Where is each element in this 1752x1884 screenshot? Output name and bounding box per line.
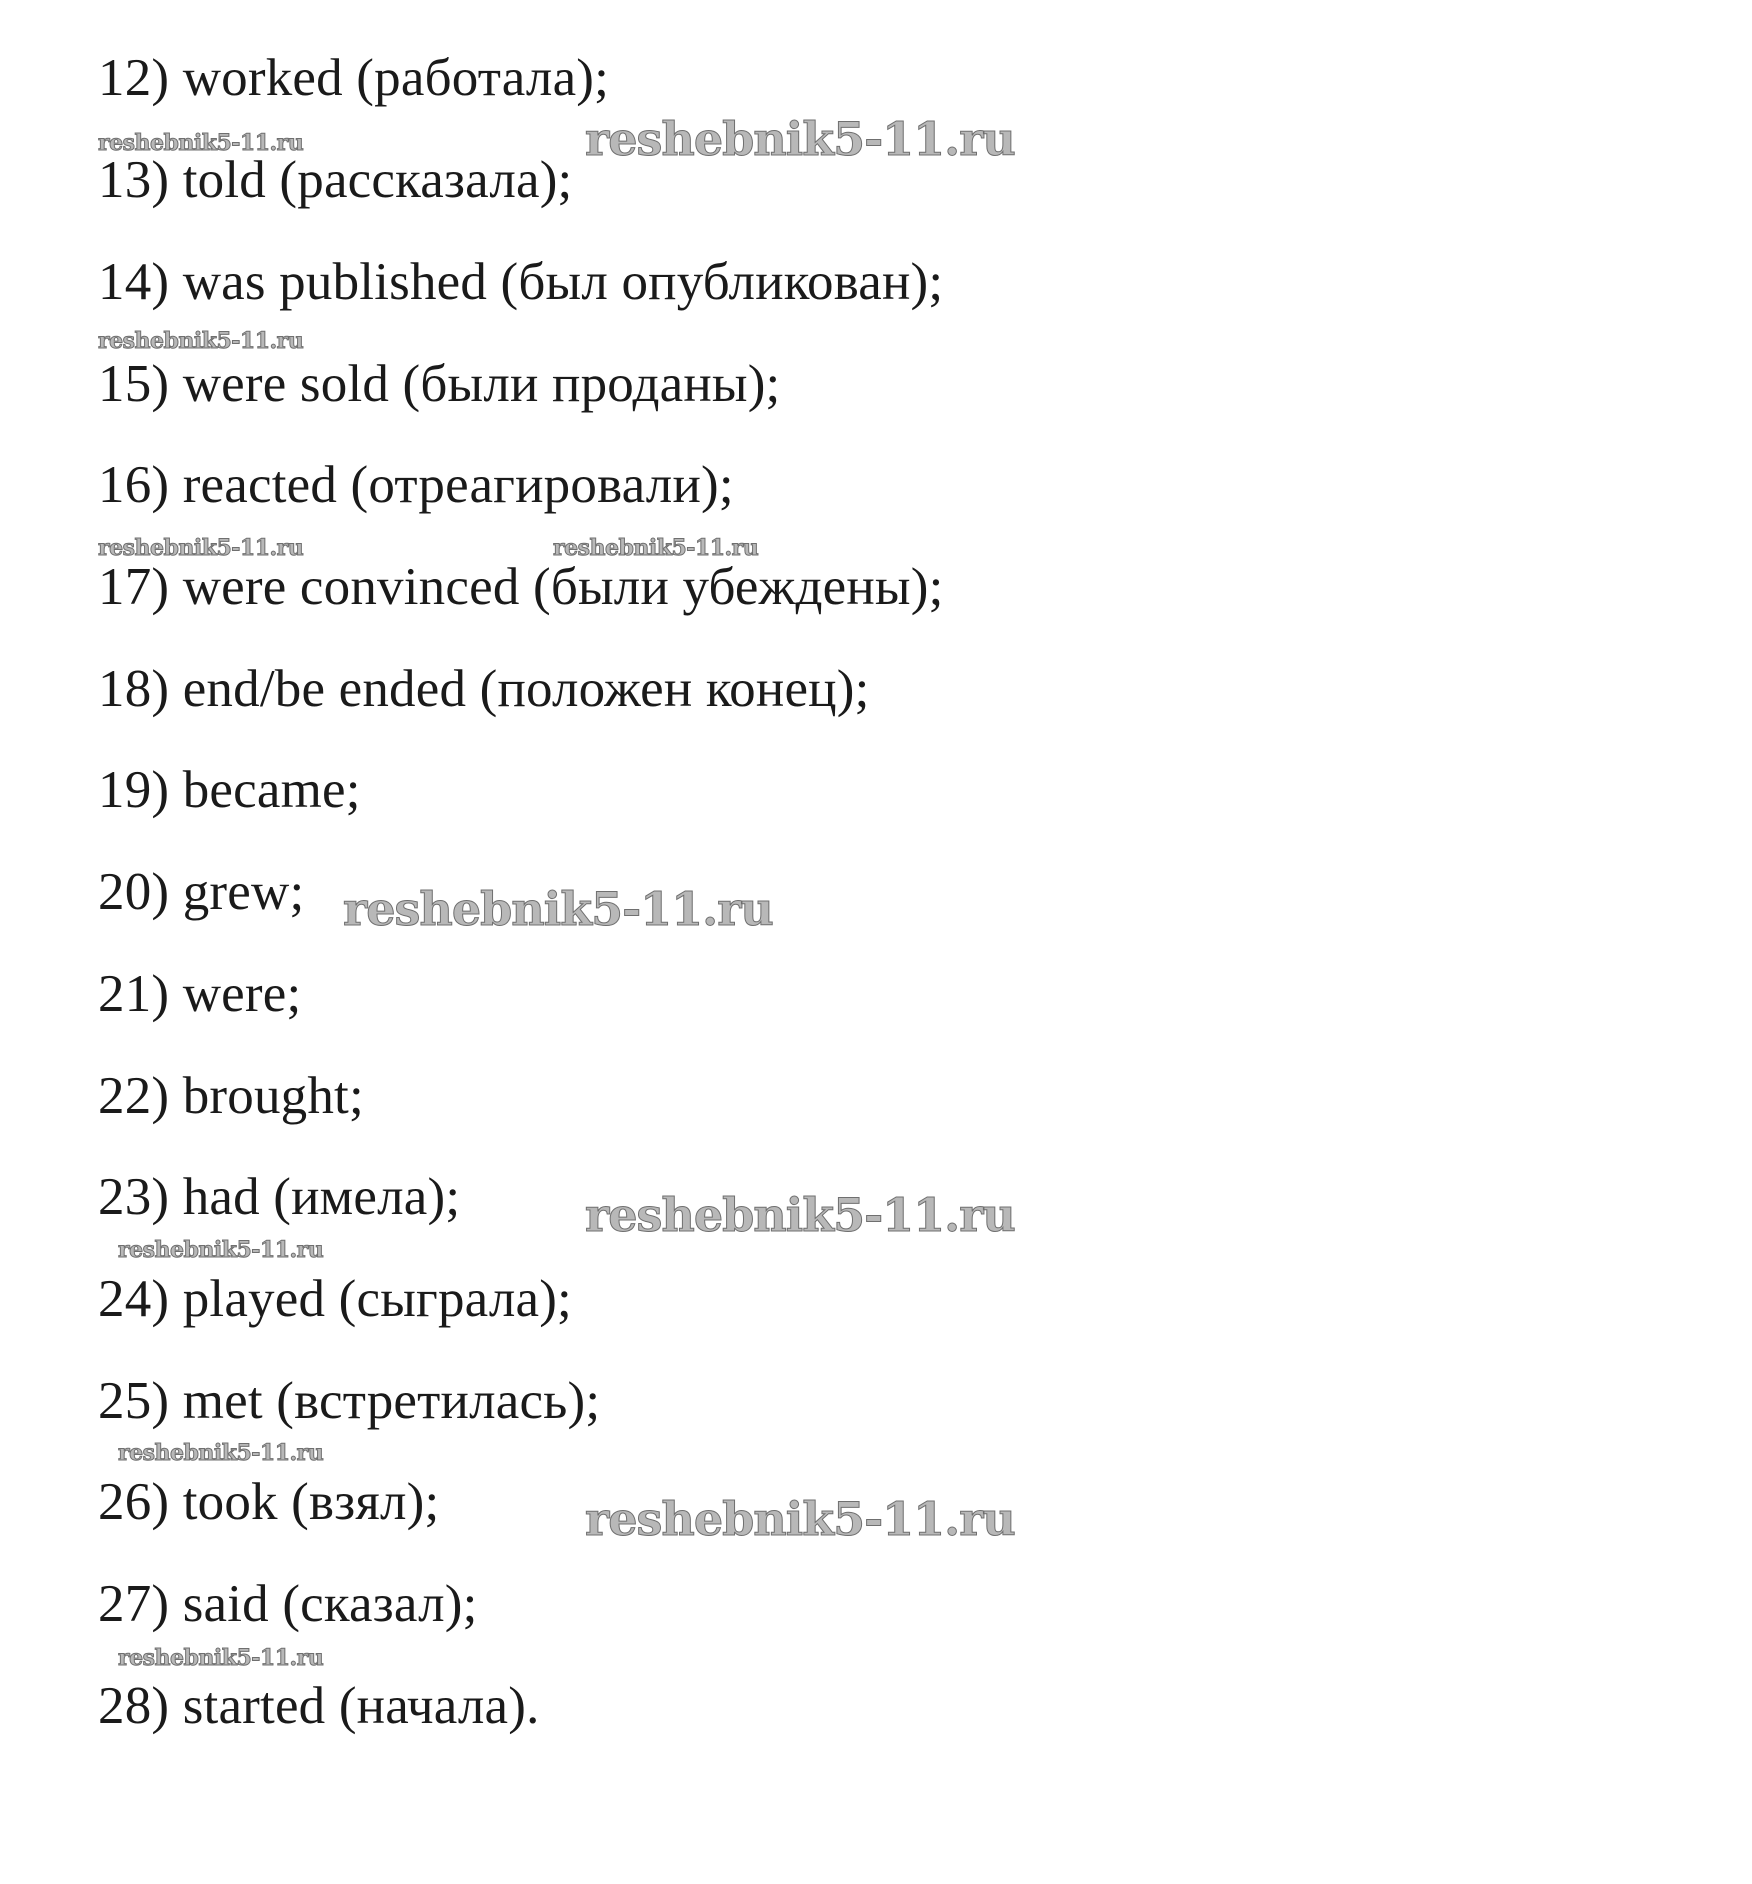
- watermark-text: reshebnik5-11.ru: [118, 1645, 324, 1671]
- answer-item-26: 26) took (взял);: [98, 1473, 440, 1531]
- watermark-text: reshebnik5-11.ru: [553, 535, 759, 561]
- answer-item-23: 23) had (имела);: [98, 1168, 461, 1226]
- watermark-text: reshebnik5-11.ru: [98, 328, 304, 354]
- answer-item-27: 27) said (сказал);: [98, 1575, 478, 1633]
- answer-item-24: 24) played (сыграла);: [98, 1270, 572, 1328]
- answer-item-28: 28) started (начала).: [98, 1677, 540, 1735]
- watermark-text: reshebnik5-11.ru: [585, 1492, 1015, 1546]
- answer-item-17: 17) were convinced (были убеждены);: [98, 558, 944, 616]
- answer-item-13: 13) told (рассказала);: [98, 151, 573, 209]
- watermark-text: reshebnik5-11.ru: [118, 1440, 324, 1466]
- watermark-text: reshebnik5-11.ru: [118, 1237, 324, 1263]
- answer-item-18: 18) end/be ended (положен конец);: [98, 660, 870, 718]
- answer-item-16: 16) reacted (отреагировали);: [98, 456, 734, 514]
- watermark-text: reshebnik5-11.ru: [585, 1188, 1015, 1242]
- answer-item-19: 19) became;: [98, 761, 361, 819]
- answer-item-14: 14) was published (был опубликован);: [98, 253, 944, 311]
- watermark-text: reshebnik5-11.ru: [343, 882, 773, 936]
- answer-item-12: 12) worked (работала);: [98, 49, 610, 107]
- watermark-text: reshebnik5-11.ru: [585, 112, 1015, 166]
- answer-item-22: 22) brought;: [98, 1067, 364, 1125]
- answer-item-15: 15) were sold (были проданы);: [98, 355, 781, 413]
- answer-item-25: 25) met (встретилась);: [98, 1372, 601, 1430]
- watermark-text: reshebnik5-11.ru: [98, 535, 304, 561]
- answer-item-20: 20) grew;: [98, 863, 305, 921]
- answer-item-21: 21) were;: [98, 965, 302, 1023]
- watermark-text: reshebnik5-11.ru: [98, 130, 304, 156]
